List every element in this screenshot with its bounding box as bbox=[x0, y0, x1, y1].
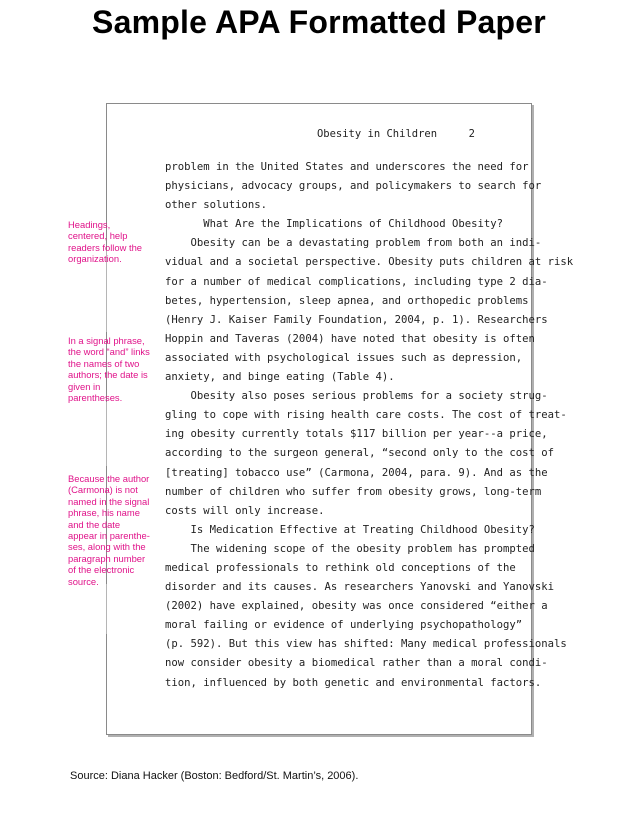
page-number: 2 bbox=[468, 128, 475, 140]
paper-page bbox=[106, 103, 574, 735]
text-line: for a number of medical complications, including type 2 dia- bbox=[165, 275, 548, 288]
source-credit: Source: Diana Hacker (Boston: Bedford/St. Martin’s, 2006). bbox=[70, 770, 359, 782]
text-line: now consider obesity a biomedical rather than a moral condi- bbox=[165, 657, 548, 670]
text-line: Obesity can be a devastating problem from both an indi- bbox=[165, 237, 542, 250]
paper-body bbox=[165, 158, 574, 693]
text-line: according to the surgeon general, “second only to the cost of bbox=[165, 447, 555, 460]
text-line: [treating] tobacco use” (Carmona, 2004, para. 9). And as the bbox=[165, 466, 548, 479]
text-line: (2002) have explained, obesity was once considered “either a bbox=[165, 600, 548, 613]
text-line: vidual and a societal perspective. Obesity puts children at risk bbox=[165, 256, 574, 269]
text-line: associated with psychological issues such as depression, bbox=[165, 351, 523, 364]
section-heading: What Are the Implications of Childhood Obesity? bbox=[165, 218, 504, 231]
text-line: other solutions. bbox=[165, 199, 268, 212]
note-leader-line bbox=[106, 584, 107, 634]
text-line: tion, influenced by both genetic and environmental factors. bbox=[165, 676, 542, 689]
text-line: physicians, advocacy groups, and policymakers to search for bbox=[165, 180, 542, 193]
section-heading: Is Medication Effective at Treating Childhood Obesity? bbox=[165, 523, 535, 536]
text-line: costs will only increase. bbox=[165, 504, 325, 517]
margin-note-headings: Headings, centered, help readers follow the organization. bbox=[68, 219, 142, 265]
text-line: The widening scope of the obesity problem has prompted bbox=[165, 542, 535, 555]
running-head bbox=[317, 128, 475, 140]
text-line: anxiety, and binge eating (Table 4). bbox=[165, 371, 395, 384]
text-line: gling to cope with rising health care costs. The cost of treat- bbox=[165, 409, 567, 422]
text-line: medical professionals to rethink old conceptions of the bbox=[165, 561, 516, 574]
margin-note-author-citation: Because the author (Carmona) is not named in the signal phrase, his name and the date appear in parenthe- ses, along with the paragraph number of the electronic source. bbox=[68, 473, 150, 587]
text-line: moral failing or evidence of underlying psychopathology” bbox=[165, 619, 523, 632]
text-line: Obesity also poses serious problems for a society strug- bbox=[165, 390, 548, 403]
text-line: problem in the United States and underscores the need for bbox=[165, 161, 529, 173]
running-head-title: Obesity in Children bbox=[316, 128, 438, 140]
text-line: Hoppin and Taveras (2004) have noted that obesity is often bbox=[165, 332, 535, 345]
text-line: ing obesity currently totals $117 billion per year--a price, bbox=[165, 428, 548, 441]
text-line: (p. 592). But this view has shifted: Many medical professionals bbox=[165, 638, 567, 651]
text-line: betes, hypertension, sleep apnea, and orthopedic problems bbox=[165, 294, 529, 307]
margin-note-signal-phrase: In a signal phrase, the word “and” links the names of two authors; the date is given in parentheses. bbox=[68, 335, 150, 404]
text-line: (Henry J. Kaiser Family Foundation, 2004, p. 1). Researchers bbox=[165, 313, 548, 326]
text-line: number of children who suffer from obesity grows, long-term bbox=[165, 485, 542, 498]
text-line: disorder and its causes. As researchers Yanovski and Yanovski bbox=[165, 581, 555, 594]
page-title: Sample APA Formatted Paper bbox=[92, 4, 546, 40]
note-leader-line bbox=[106, 402, 107, 466]
